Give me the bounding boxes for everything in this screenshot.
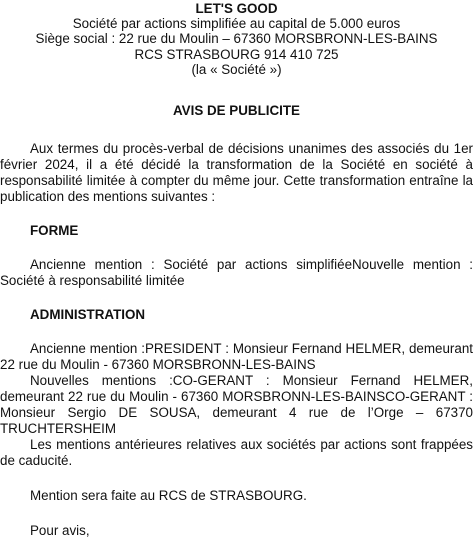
company-header [0, 1, 473, 77]
administration-ancienne-paragraph: Ancienne mention :PRESIDENT : Monsieur Fernand HELMER, demeurant 22 rue du Moulin - 67360 MORSBRONN-LES-BAINS [0, 341, 473, 373]
company-alias: (la « Société ») [191, 61, 282, 77]
forme-paragraph: Ancienne mention : Société par actions simplifiéeNouvelle mention : Société à responsabilité limitée [0, 257, 473, 289]
administration-caducite-paragraph: Les mentions antérieures relatives aux sociétés par actions sont frappées de caducité. [0, 437, 473, 469]
rcs-mention-paragraph: Mention sera faite au RCS de STRASBOURG. [30, 488, 307, 504]
section-title-forme: FORME [30, 223, 79, 239]
closing-paragraph: Pour avis, [30, 523, 90, 539]
company-head-office: Siège social : 22 rue du Moulin – 67360 MORSBRONN-LES-BAINS [35, 31, 438, 47]
company-legal-form: Société par actions simplifiée au capital de 5.000 euros [72, 16, 401, 32]
section-title-administration: ADMINISTRATION [30, 307, 146, 323]
intro-paragraph: Aux termes du procès-verbal de décisions unanimes des associés du 1er février 2024, il a été décidé la transformation de la Société en société à responsabilité limitée à compter du même jour. Cette transformation entraîne la publication des mentions suivantes : [0, 141, 473, 205]
administration-nouvelles-paragraph: Nouvelles mentions :CO-GERANT : Monsieur Fernand HELMER, demeurant 22 rue du Moulin - 67360 MORSBRONN-LES-BAINSCO-GERANT : Monsieur Sergio DE SOUSA, demeurant 4 rue de l’Orge – 67370 TRUCHTERSHEIM [0, 373, 473, 437]
company-name: LET'S GOOD [195, 1, 278, 16]
notice-title: AVIS DE PUBLICITE [173, 103, 300, 119]
company-rcs: RCS STRASBOURG 914 410 725 [134, 46, 339, 62]
